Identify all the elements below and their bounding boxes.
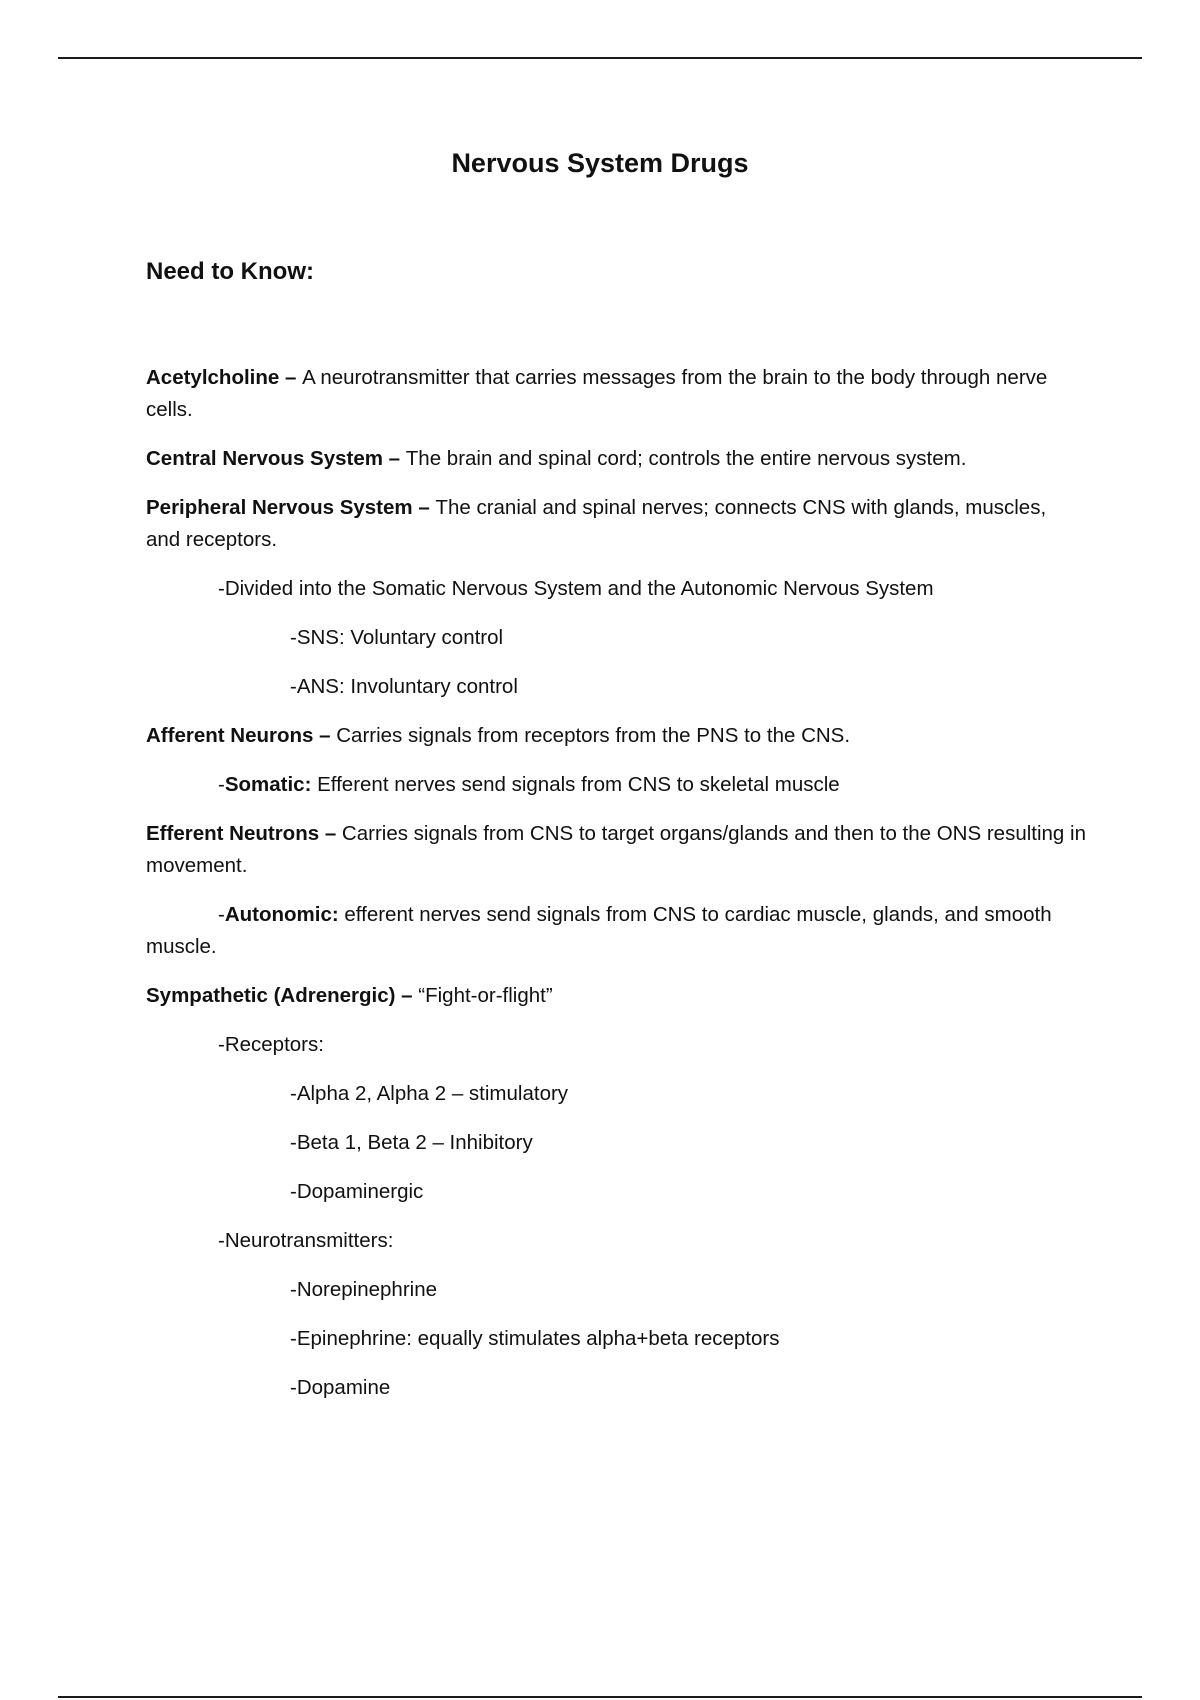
definition-text: The brain and spinal cord; controls the entire nervous system. (405, 447, 967, 470)
note-term: Autonomic: (224, 903, 345, 926)
neurotransmitter-norepinephrine: -Norepinephrine (290, 1278, 438, 1301)
definition-term: Peripheral Nervous System – (146, 496, 436, 519)
note-text: Efferent nerves send signals from CNS to skeletal muscle (317, 773, 840, 796)
definition-text: A neurotransmitter that carries messages from the brain to the body through nerve cells. (146, 366, 1048, 421)
note-sns: -SNS: Voluntary control (290, 626, 504, 649)
note-pns-divisions: -Divided into the Somatic Nervous System and the Autonomic Nervous System (218, 577, 934, 600)
definition-cns (146, 443, 1086, 475)
section-heading: Need to Know: (146, 258, 314, 285)
neurotransmitters-heading: -Neurotransmitters: (218, 1229, 394, 1252)
receptor-alpha: -Alpha 2, Alpha 2 – stimulatory (290, 1082, 569, 1105)
definition-sympathetic (146, 980, 1086, 1012)
definition-acetylcholine (146, 362, 1086, 426)
note-text: efferent nerves send signals from CNS to cardiac muscle, glands, and smooth muscle. (146, 903, 1052, 958)
definition-term: Acetylcholine – (146, 366, 303, 389)
list-dash: - (218, 903, 225, 926)
list-dash: - (218, 773, 225, 796)
note-autonomic (146, 899, 1086, 963)
document-title: Nervous System Drugs (451, 148, 749, 178)
definition-term: Afferent Neurons – (146, 724, 337, 747)
definition-term: Efferent Neutrons – (146, 822, 342, 845)
footer-rule (58, 1696, 1142, 1698)
note-ans: -ANS: Involuntary control (290, 675, 518, 698)
note-term: Somatic: (224, 773, 318, 796)
definition-text: Carries signals from CNS to target organs/glands and then to the ONS resulting in movement. (146, 822, 1086, 877)
neurotransmitter-epinephrine: -Epinephrine: equally stimulates alpha+beta receptors (290, 1327, 780, 1350)
definition-efferent-neutrons (146, 818, 1086, 882)
definition-text: Carries signals from receptors from the PNS to the CNS. (336, 724, 851, 747)
note-somatic (146, 769, 1086, 801)
receptors-heading: -Receptors: (218, 1033, 324, 1056)
neurotransmitter-dopamine: -Dopamine (290, 1376, 391, 1399)
definition-term: Central Nervous System – (146, 447, 406, 470)
receptor-dopaminergic: -Dopaminergic (290, 1180, 424, 1203)
definition-term: Sympathetic (Adrenergic) – (146, 984, 419, 1007)
definition-pns (146, 492, 1086, 556)
receptor-beta: -Beta 1, Beta 2 – Inhibitory (290, 1131, 533, 1154)
header-rule (58, 57, 1142, 59)
definition-afferent-neurons (146, 720, 1086, 752)
definition-text: “Fight-or-flight” (418, 984, 553, 1007)
definition-text: The cranial and spinal nerves; connects CNS with glands, muscles, and receptors. (146, 496, 1047, 551)
document-body (146, 362, 1086, 1421)
